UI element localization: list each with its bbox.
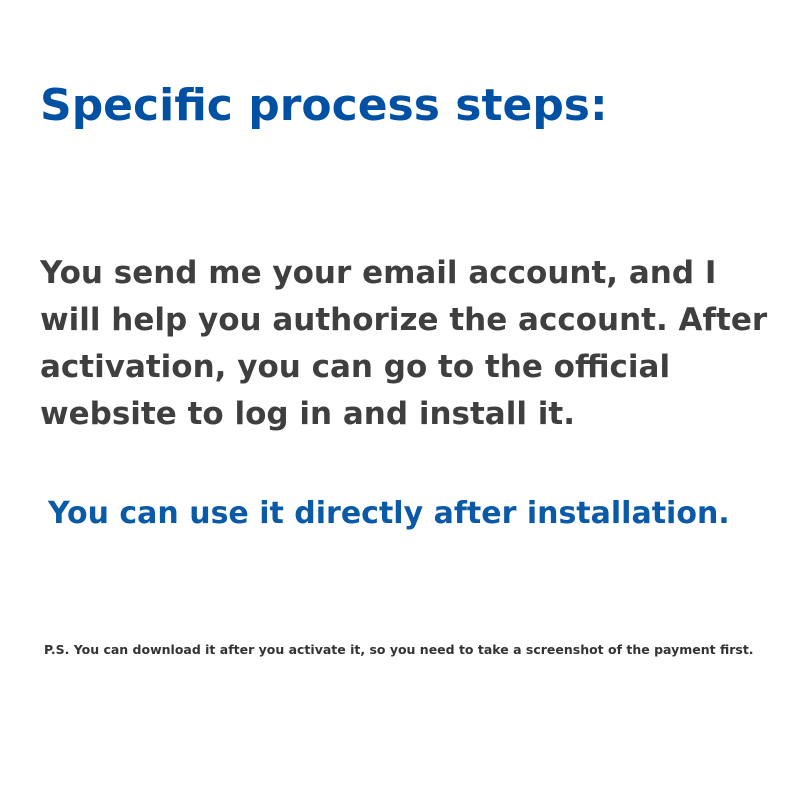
usage-highlight: You can use it directly after installation. — [48, 496, 730, 531]
footnote: P.S. You can download it after you activate it, so you need to take a screenshot of the payment first. — [44, 642, 754, 657]
instructions-paragraph: You send me your email account, and I will help you authorize the account. After activation, you can go to the official website to log in and install it. — [40, 255, 768, 432]
page-title: Specific process steps: — [40, 80, 608, 131]
